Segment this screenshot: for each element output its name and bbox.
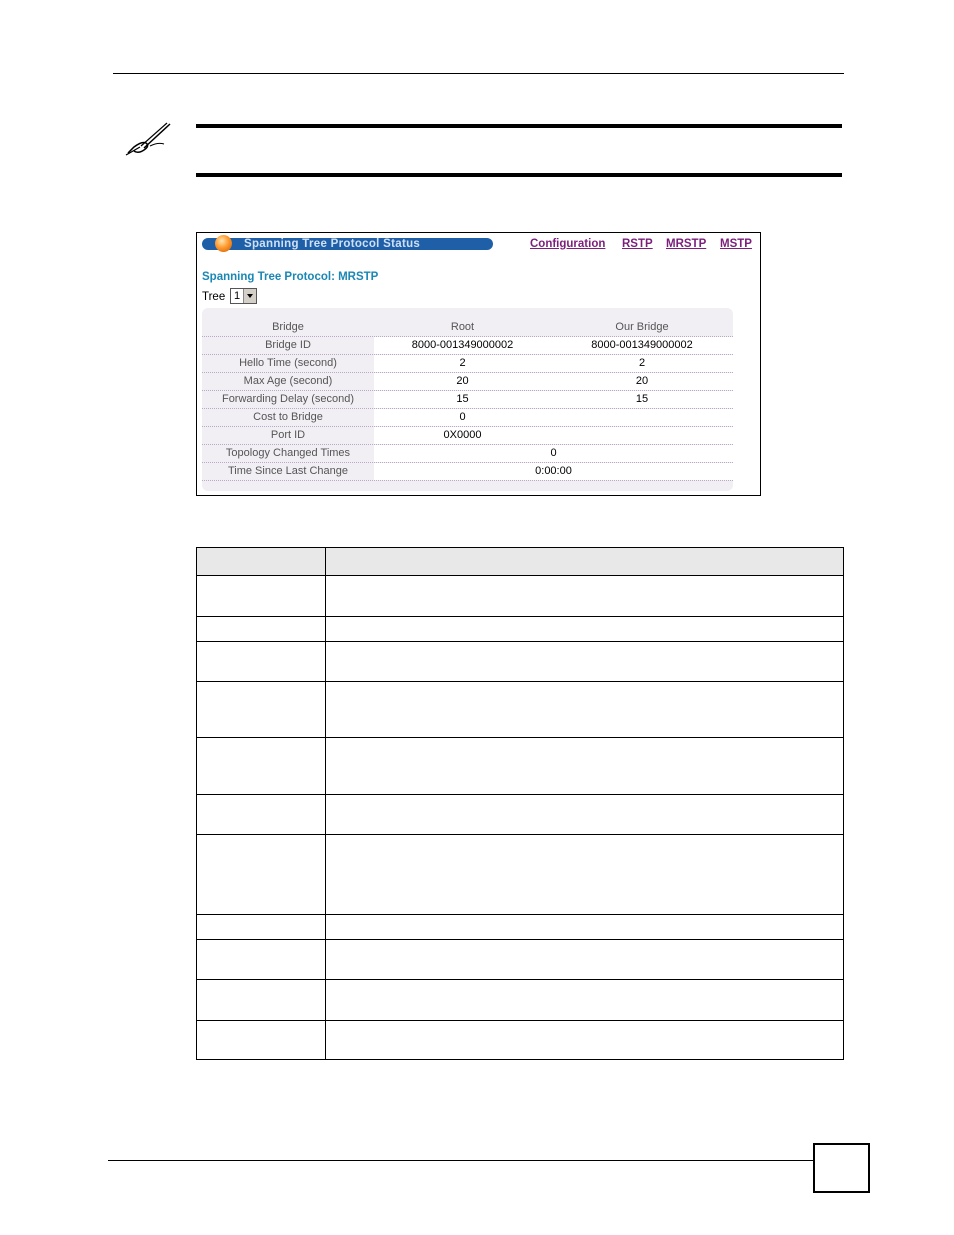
root-value: 8000-001349000002 bbox=[374, 337, 551, 354]
row-label: Topology Changed Times bbox=[225, 447, 351, 459]
note-top-bar bbox=[196, 124, 842, 128]
description-table-header bbox=[197, 548, 843, 575]
our-bridge-value bbox=[551, 427, 733, 444]
table-row-divider bbox=[197, 979, 843, 980]
note-pencil-icon bbox=[124, 122, 174, 158]
root-value: 0 bbox=[374, 409, 551, 426]
status-orb-icon bbox=[215, 235, 232, 252]
row-label: Hello Time (second) bbox=[239, 357, 337, 369]
table-row bbox=[202, 409, 733, 427]
root-value: 2 bbox=[374, 355, 551, 372]
page-number-box bbox=[813, 1143, 870, 1193]
tree-select-value: 1 bbox=[234, 290, 241, 302]
stp-status-screenshot bbox=[196, 232, 761, 496]
table-row-divider bbox=[197, 575, 843, 576]
mstp-link[interactable]: MSTP bbox=[720, 238, 752, 250]
row-label: Max Age (second) bbox=[243, 375, 333, 387]
header-root: Root bbox=[450, 321, 475, 333]
status-panel bbox=[202, 308, 733, 491]
tree-label: Tree bbox=[202, 291, 226, 303]
table-row-divider bbox=[197, 834, 843, 835]
table-row bbox=[202, 427, 733, 445]
our-bridge-value: 8000-001349000002 bbox=[551, 337, 733, 354]
tree-select[interactable] bbox=[230, 288, 257, 304]
table-row bbox=[202, 355, 733, 373]
table-row-divider bbox=[197, 681, 843, 682]
table-row-divider bbox=[197, 794, 843, 795]
table-row bbox=[202, 463, 733, 481]
table-row-divider bbox=[197, 616, 843, 617]
header-our-bridge: Our Bridge bbox=[615, 321, 669, 333]
our-bridge-value: 15 bbox=[551, 391, 733, 408]
status-header-row bbox=[202, 319, 733, 337]
rstp-link[interactable]: RSTP bbox=[622, 238, 653, 250]
our-bridge-value bbox=[551, 409, 733, 426]
protocol-title: Spanning Tree Protocol: MRSTP bbox=[202, 271, 379, 283]
table-row-divider bbox=[197, 939, 843, 940]
root-value: 20 bbox=[374, 373, 551, 390]
root-value: 15 bbox=[374, 391, 551, 408]
span-value: 0:00:00 bbox=[374, 463, 733, 480]
table-row bbox=[202, 445, 733, 463]
row-label: Time Since Last Change bbox=[227, 465, 349, 477]
table-row-divider bbox=[197, 641, 843, 642]
chevron-down-icon[interactable] bbox=[243, 289, 256, 303]
span-value: 0 bbox=[374, 445, 733, 462]
row-label: Port ID bbox=[270, 429, 306, 441]
table-row bbox=[202, 337, 733, 355]
mrstp-link[interactable]: MRSTP bbox=[666, 238, 707, 250]
row-label: Cost to Bridge bbox=[253, 411, 323, 423]
footer-rule bbox=[108, 1160, 815, 1161]
our-bridge-value: 2 bbox=[551, 355, 733, 372]
row-label: Forwarding Delay (second) bbox=[221, 393, 355, 405]
table-row-divider bbox=[197, 1020, 843, 1021]
root-value: 0X0000 bbox=[374, 427, 551, 444]
description-column-divider bbox=[325, 548, 326, 1059]
description-table bbox=[196, 547, 844, 1060]
table-row bbox=[202, 391, 733, 409]
configuration-link[interactable]: Configuration bbox=[530, 238, 606, 250]
header-rule bbox=[113, 73, 844, 74]
note-bottom-bar bbox=[196, 173, 842, 177]
header-bridge: Bridge bbox=[272, 321, 304, 333]
row-label: Bridge ID bbox=[265, 339, 311, 351]
our-bridge-value: 20 bbox=[551, 373, 733, 390]
table-row-divider bbox=[197, 737, 843, 738]
table-row bbox=[202, 373, 733, 391]
screen-title: Spanning Tree Protocol Status bbox=[244, 238, 421, 250]
table-row-divider bbox=[197, 914, 843, 915]
